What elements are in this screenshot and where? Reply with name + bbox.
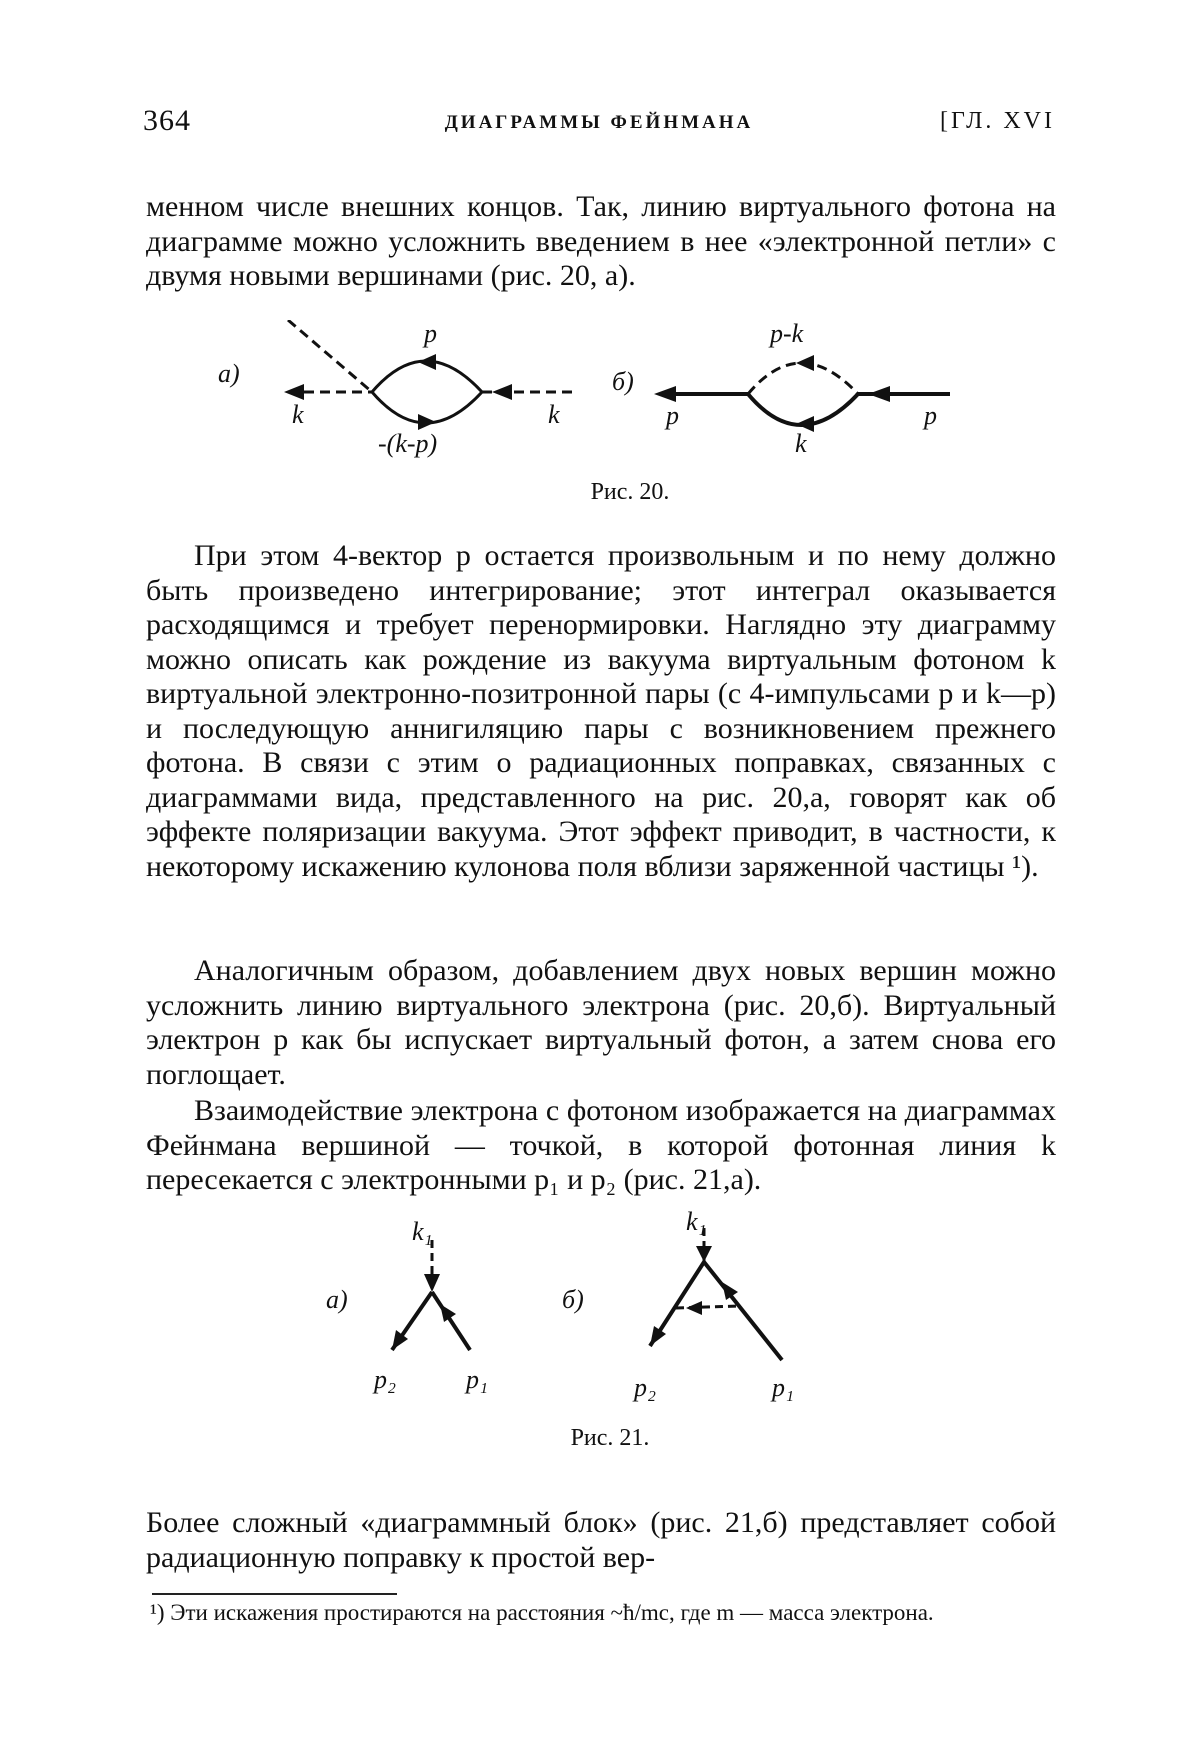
panel-label-a: а) (218, 359, 240, 388)
label-k1: k₁ (412, 1217, 433, 1246)
label-minus-k-minus-p: -(k-p) (378, 429, 438, 458)
electron-line-p1 (432, 1292, 470, 1350)
arrow-down-icon (696, 1246, 712, 1262)
label-p2: p₂ (634, 1373, 657, 1402)
electron-loop-bottom (748, 394, 858, 425)
label-p1: p₁ (772, 1373, 795, 1402)
arrow-down-left-icon (650, 1326, 666, 1346)
arrow-left-icon (868, 386, 890, 402)
label-p2: p₂ (374, 1365, 397, 1394)
label-k-bottom: k (795, 429, 807, 458)
label-p: p (424, 320, 437, 348)
arrow-down-icon (424, 1274, 440, 1292)
figure-21-caption: Рис. 21. (570, 1425, 650, 1451)
internal-photon-line (676, 1306, 738, 1308)
panel-label-a: а) (326, 1285, 348, 1314)
arrow-left-icon (654, 386, 676, 402)
figure-21a (326, 1217, 488, 1394)
footnote: ¹) Эти искажения простираются на расстояния ~ħ/mc, где m — масса электрона. (150, 1600, 934, 1625)
panel-label-b: б) (612, 367, 634, 396)
label-k1: k₁ (686, 1210, 707, 1236)
label-p-minus-k: p-k (770, 320, 804, 348)
arrow-left-icon (284, 384, 304, 400)
arrow-left-icon (418, 354, 436, 370)
footnote-divider (152, 1593, 397, 1595)
arrow-left-icon (796, 355, 814, 371)
running-title: ДИАГРАММЫ ФЕЙНМАНА (444, 112, 754, 133)
figure-21 (0, 1210, 1200, 1420)
label-p-right: p (924, 401, 937, 430)
panel-label-b: б) (562, 1285, 584, 1314)
electron-line-p1 (704, 1262, 782, 1360)
page-number: 364 (143, 104, 191, 137)
paragraph-1: менном числе внешних концов. Так, линию виртуального фотона на диаграмме можно усложнить введением в нее «электронной петли» с двумя новыми вершинами (рис. 20, а). (146, 190, 1056, 292)
paragraph-3: Аналогичным образом, добавлением двух новых вершин можно усложнить линию виртуального электрона (рис. 20,б). Виртуальный электрон p как бы испускает виртуальный фотон, а затем снова его поглощает. (146, 954, 1056, 1091)
label-k-right: k (548, 400, 560, 429)
arrow-left-icon (492, 384, 512, 400)
arrow-up-left-icon (722, 1282, 738, 1300)
photon-loop-top (748, 363, 858, 394)
paragraph-5: Более сложный «диаграммный блок» (рис. 21,б) представляет собой радиационную поправку к простой вер- (146, 1506, 1056, 1574)
figure-20 (0, 320, 1200, 480)
arrow-left-icon (686, 1301, 702, 1315)
arrow-up-left-icon (440, 1304, 456, 1322)
label-k-left: k (292, 400, 304, 429)
figure-20a (218, 320, 575, 458)
chapter-reference: [ГЛ. XVI (940, 108, 1055, 134)
figure-21b (562, 1210, 794, 1402)
figure-20b (612, 320, 950, 458)
label-p-left: p (666, 401, 679, 430)
photon-line-left (288, 320, 372, 392)
paragraph-2: При этом 4-вектор p остается произвольным и по нему должно быть произведено интегрирование; этот интеграл оказывается расходящимся и требует перенормировки. Наглядно эту диаграмму можно описать как рождение из вакуума виртуальным фотоном k виртуальной электронно-позитронной пары (с 4-импульсами p и k—p) и последующую аннигиляцию пары с возникновением прежнего фотона. В связи с этим о радиационных поправках, связанных с диаграммами вида, представленного на рис. 20,а, говорят как об эффекте поляризации вакуума. Этот эффект приводит, в частности, к некоторому искажению кулонова поля вблизи заряженной частицы ¹). (146, 539, 1056, 883)
paragraph-4: Взаимодействие электрона с фотоном изображается на диаграммах Фейнмана вершиной — точкой, в которой фотонная линия k пересекается с электронными p₁ и p₂ (рис. 21,а). (146, 1094, 1056, 1196)
page-header (143, 104, 1055, 144)
figure-20-caption: Рис. 20. (590, 479, 670, 505)
label-p1: p₁ (466, 1365, 489, 1394)
arrow-right-icon (418, 414, 436, 430)
